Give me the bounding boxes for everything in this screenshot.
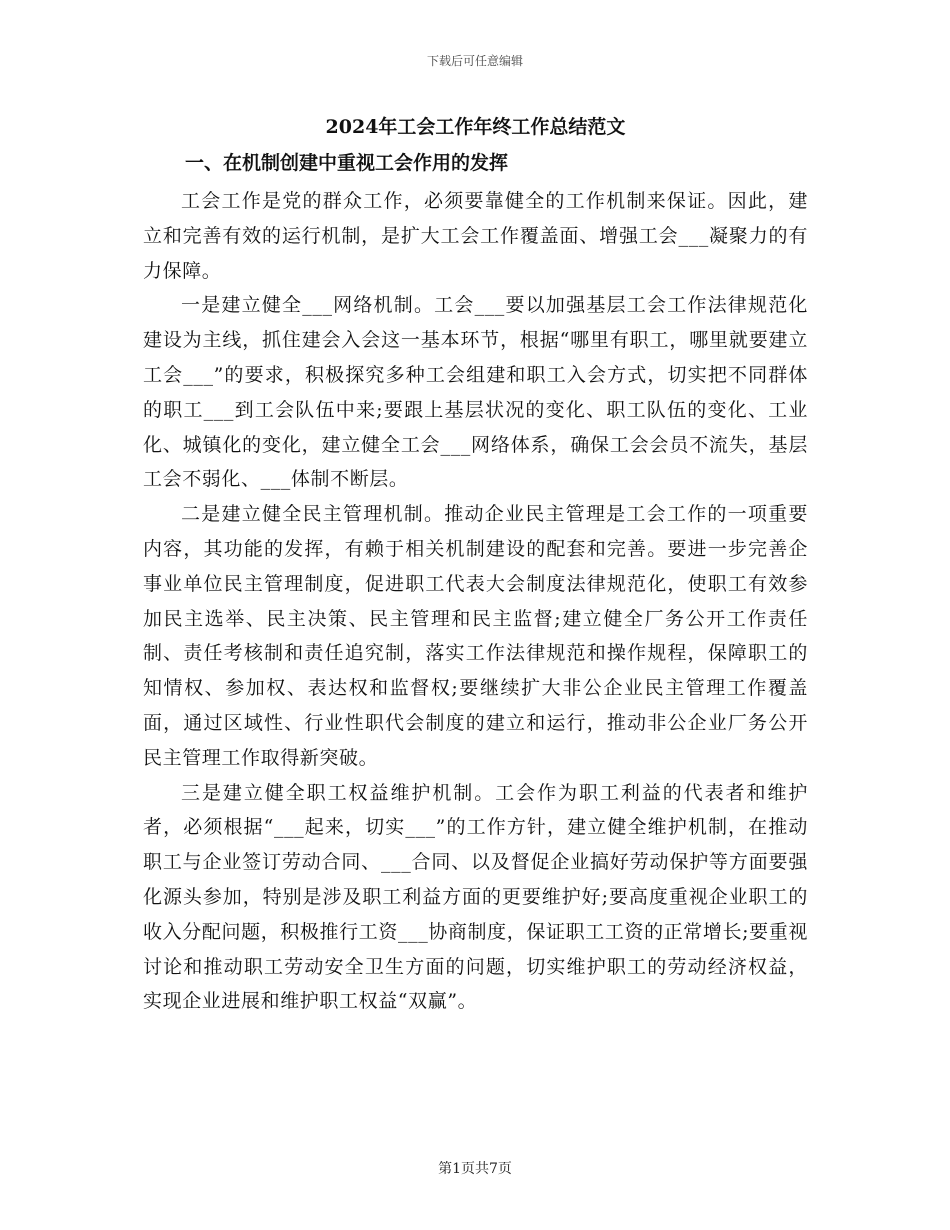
paragraph-intro: 工会工作是党的群众工作，必须要靠健全的工作机制来保证。因此，建立和完善有效的运行机制，是扩大工会工作覆盖面、增强工会___凝聚力的有力保障。 [143,190,808,282]
paragraph-rights-protection: 三是建立健全职工权益维护机制。工会作为职工利益的代表者和维护者，必须根据“___起来，切实___”的工作方针，建立健全维护机制，在推动职工与企业签订劳动合同、___合同、以及督促企业搞好劳动保护等方面要强化源头参加，特别是涉及职工利益方面的更要维护好;要高度重视企业职工的收入分配问题，积极推行工资___协商制度，保证职工工资的正常增长;要重视讨论和推动职工劳动安全卫生方面的问题，切实维护职工的劳动经济权益，实现企业进展和维护职工权益“双赢”。 [143,781,808,1013]
page-indicator: 第1页共7页 [438,1161,512,1177]
section-heading: 一、在机制创建中重视工会作用的发挥 [185,152,509,174]
paragraph-network-mechanism: 一是建立健全___网络机制。工会___要以加强基层工会工作法律规范化建设为主线，抓住建会入会这一基本环节，根据“哪里有职工，哪里就要建立工会___”的要求，积极探究多种工会组建和职工入会方式，切实把不同群体的职工___到工会队伍中来;要跟上基层状况的变化、职工队伍的变化、工业化、城镇化的变化，建立健全工会___网络体系，确保工会会员不流失，基层工会不弱化、___体制不断层。 [143,294,808,491]
paragraph-democratic-management: 二是建立健全民主管理机制。推动企业民主管理是工会工作的一项重要内容，其功能的发挥，有赖于相关机制建设的配套和完善。要进一步完善企事业单位民主管理制度，促进职工代表大会制度法律规范化，使职工有效参加民主选举、民主决策、民主管理和民主监督;建立健全厂务公开工作责任制、责任考核制和责任追究制，落实工作法律规范和操作规程，保障职工的知情权、参加权、表达权和监督权;要继续扩大非公企业民主管理工作覆盖面，通过区域性、行业性职代会制度的建立和运行，推动非公企业厂务公开民主管理工作取得新突破。 [143,503,808,769]
document-body [143,112,808,1019]
header-note: 下载后可任意编辑 [426,54,523,68]
document-title: 2024年工会工作年终工作总结范文 [325,116,626,138]
